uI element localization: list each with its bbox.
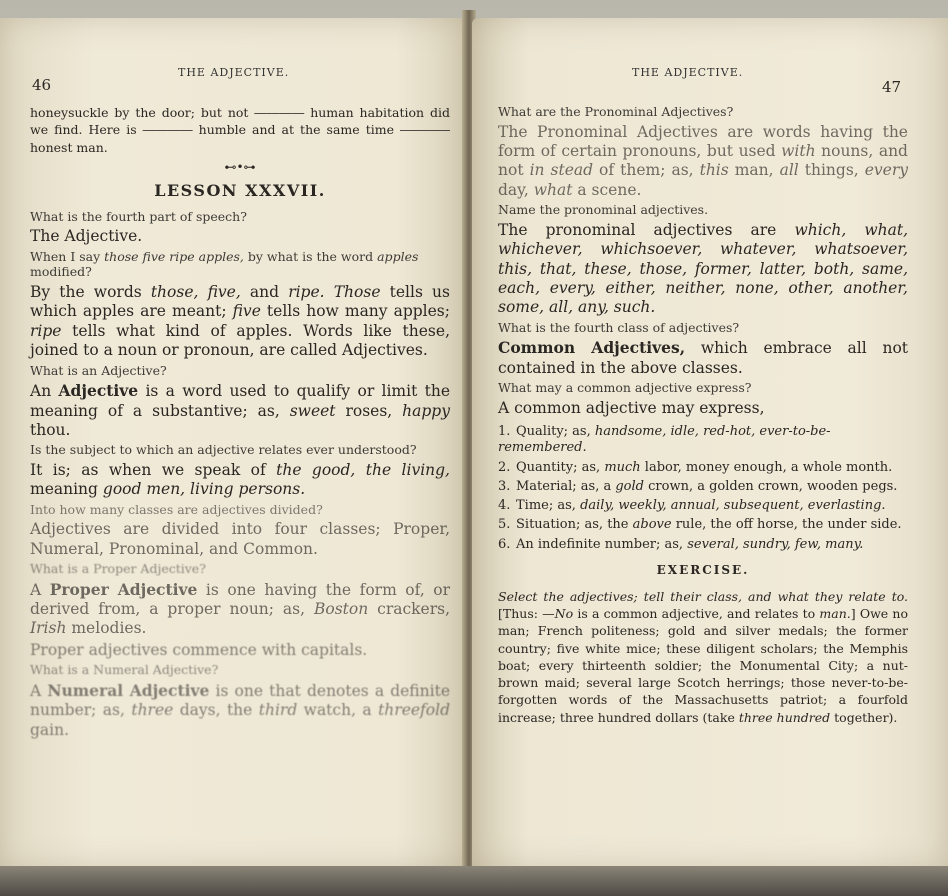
a3-bold: Adjective: [58, 381, 139, 401]
list-item-number: 2.: [498, 459, 511, 475]
a3-pre: An: [30, 382, 59, 401]
a6-i2: Irish: [30, 619, 67, 638]
a2-i3: Those: [333, 283, 381, 301]
list-item-rest: labor, money enough, a whole month.: [640, 459, 893, 475]
question-classes: Into how many classes are adjectives divided?: [30, 501, 323, 517]
ex-bracket-pre: [Thus: —: [498, 606, 555, 621]
proper-capitals-note: Proper adjectives commence with capitals.: [30, 640, 368, 659]
ex-no: No: [554, 606, 574, 621]
a2-mid2: [325, 283, 334, 301]
r-a1-mid1: nouns, and not: [498, 142, 908, 180]
express-list: [498, 424, 908, 553]
left-running-head: THE ADJECTIVE.: [178, 66, 290, 79]
r-a1-i1: with: [781, 142, 816, 160]
r-a1-mid2: of them; as,: [593, 161, 700, 180]
express-list-item: [498, 424, 908, 457]
r-a3-post: which embrace all not contained in the above classes.: [498, 339, 908, 377]
answer-common-express: A common adjective may express,: [498, 398, 765, 417]
r-a1-mid5: day,: [498, 180, 534, 199]
a6-mid: is one having the form of, or derived from, a proper noun; as,: [30, 580, 451, 618]
a2-post: tells what kind of apples. Words like these, joined to a noun or pronoun, are called Adjectives.: [30, 321, 450, 360]
lesson-title: LESSON XXXVII.: [154, 180, 326, 200]
r-a1-post: a scene.: [572, 180, 642, 199]
continued-text: honeysuckle by the door; but not ―――― human habitation did we find. Here is ―――― humble and at the same time ―――― honest man.: [30, 105, 450, 155]
a2-i5: ripe: [30, 321, 62, 340]
right-page: [472, 18, 948, 868]
express-list-item: [498, 460, 908, 476]
a6-mid2: crackers,: [368, 600, 451, 618]
right-page-number: 47: [882, 78, 902, 96]
a3-mid: is a word used to qualify or limit the meaning of a substantive; as,: [30, 382, 451, 420]
a7-i2: third: [258, 701, 298, 720]
r-a1-mid4: things,: [798, 161, 865, 180]
a2-pre: By the words: [30, 283, 151, 301]
r-a1-mid3: man,: [728, 161, 780, 180]
answer-fourth-part: The Adjective.: [30, 227, 143, 246]
q2-italic: those five ripe apples,: [104, 248, 244, 264]
answer-classes: Adjectives are divided into four classes; Proper, Numeral, Pronominal, and Common.: [30, 520, 450, 558]
a7-mid: is one that denotes a definite number; as,: [30, 681, 450, 720]
ornament-divider: ⊷•⊶: [224, 159, 256, 174]
exercise-body: [498, 588, 908, 726]
question-numeral: What is a Numeral Adjective?: [30, 662, 219, 678]
express-list-item: [498, 517, 908, 533]
list-item-number: 5.: [498, 517, 511, 533]
a3-post: thou.: [30, 420, 71, 439]
list-item-example: gold: [615, 478, 644, 494]
q2-mid: by what is the word: [243, 248, 378, 264]
answer-name-pronominal: [498, 221, 908, 318]
ex-three: three hundred: [738, 709, 831, 725]
answer-proper: [30, 580, 450, 639]
r-a1-i5: every: [864, 161, 909, 180]
right-page-body: [498, 102, 908, 726]
answer-understood: [30, 461, 450, 500]
list-item-example: above: [632, 517, 672, 533]
ex-end: together).: [830, 709, 898, 725]
r-a1-i6: what: [533, 180, 573, 199]
a7-pre: A: [30, 681, 48, 700]
q2-pre: When I say: [30, 248, 105, 264]
answer-fourth-class: [498, 338, 908, 378]
list-item-example: daily, weekly, annual, subsequent, everlasting.: [580, 498, 886, 513]
a6-i1: Boston: [313, 600, 369, 618]
ex-bracket-post: ]: [850, 606, 856, 621]
question-proper: What is a Proper Adjective?: [30, 561, 206, 576]
a2-i4: five: [232, 302, 261, 321]
question-fourth-class: What is the fourth class of adjectives?: [498, 319, 740, 335]
list-item-rest: rule, the off horse, the under side.: [671, 517, 902, 533]
answer-pronominal: [498, 123, 908, 201]
r-a1-i2: in stead: [529, 161, 594, 180]
list-item-example: several, sundry, few, many.: [687, 536, 864, 552]
a4-pre: It is; as when we speak of: [30, 460, 277, 479]
express-list-item: [498, 479, 908, 495]
answer-modified: [30, 283, 450, 361]
r-a1-i4: all: [779, 161, 799, 180]
book-bottom-edge: [0, 866, 948, 896]
list-item-text: Situation; as, the: [516, 517, 633, 533]
r-a3-bold: Common Adjectives,: [498, 338, 686, 358]
question-name-pronominal: Name the pronominal adjectives.: [498, 202, 709, 218]
r-a2-italic: which, what, whichever, whichsoever, whatever, whatsoever, this, that, these, those, former, latter, both, same, each, every, either, neither, none, other, another, some, all, any, such.: [498, 220, 909, 317]
a4-i1: the good, the living,: [276, 460, 450, 479]
a2-mid3: tells us which apples are meant;: [30, 283, 450, 321]
ex-body: Owe no man; French politeness; gold and silver medals; the former country; five white mice; these diligent scholars; the Memphis boat; every thirteenth soldier; the Monumental City; a nut-brown maid; several large Scotch herrings; those never-to-be-forgotten words of the Massachusetts patriot; a fourfold increase; three hundred dollars (take: [498, 606, 908, 725]
a6-pre: A: [30, 580, 50, 599]
right-running-head: THE ADJECTIVE.: [632, 66, 744, 79]
list-item-example: handsome, idle, red-hot, ever-to-be-remembered.: [498, 424, 831, 456]
r-a2-pre: The pronominal adjectives are: [498, 220, 795, 239]
a2-i2: ripe.: [288, 283, 325, 301]
exercise-instructions: Select the adjectives; tell their class, and what they relate to.: [498, 588, 908, 604]
a3-i2: happy: [402, 401, 450, 420]
a7-i3: threefold: [378, 701, 450, 720]
question-modified: [30, 249, 450, 280]
a7-mid2: days, the: [173, 701, 259, 720]
a6-bold: Proper Adjective: [49, 579, 198, 599]
a4-mid: meaning: [30, 480, 103, 499]
list-item-text: Time; as,: [516, 498, 581, 513]
left-page-body: [30, 104, 450, 742]
a7-post: gain.: [30, 720, 70, 739]
list-item-text: Quantity; as,: [516, 459, 605, 475]
question-common-express: What may a common adjective express?: [498, 380, 752, 395]
left-page-number: 46: [32, 76, 52, 94]
r-a1-pre: The Pronominal Adjectives are words having the form of certain pronouns, but used: [498, 122, 908, 160]
a7-i1: three: [131, 701, 174, 720]
a2-mid4: tells how many apples;: [260, 302, 450, 321]
question-understood: Is the subject to which an adjective relates ever understood?: [30, 442, 417, 458]
a2-mid1: and: [240, 283, 289, 301]
question-pronominal: What are the Pronominal Adjectives?: [498, 104, 734, 119]
list-item-text: Quality; as,: [516, 424, 595, 439]
list-item-number: 4.: [498, 498, 511, 513]
list-item-example: much: [604, 459, 641, 475]
a6-post: melodies.: [66, 619, 147, 638]
a2-i1: those, five,: [150, 283, 241, 301]
question-what-adjective: What is an Adjective?: [30, 362, 167, 378]
ex-bracket-mid: is a common adjective, and relates to: [573, 606, 820, 621]
q2-italic2: apples: [377, 248, 419, 264]
list-item-rest: crown, a golden crown, wooden pegs.: [643, 478, 898, 494]
answer-what-adjective: [30, 381, 450, 440]
ex-man: man.: [819, 606, 851, 621]
question-fourth-part: What is the fourth part of speech?: [30, 208, 247, 224]
left-page: [0, 18, 466, 868]
list-item-text: Material; as, a: [516, 478, 616, 494]
a7-mid3: watch, a: [297, 701, 379, 720]
express-list-item: [498, 537, 908, 553]
a7-bold: Numeral Adjective: [47, 680, 210, 700]
a3-mid2: roses,: [335, 401, 403, 420]
list-item-number: 3.: [498, 478, 511, 494]
a4-i2: good men, living persons.: [102, 480, 306, 499]
list-item-number: 6.: [498, 536, 511, 552]
list-item-text: An indefinite number; as,: [516, 536, 688, 552]
list-item-number: 1.: [498, 424, 511, 439]
exercise-title: EXERCISE.: [656, 562, 750, 577]
answer-numeral: [30, 681, 450, 740]
r-a1-i3: this: [699, 161, 729, 180]
q2-post: modified?: [30, 264, 92, 280]
express-list-item: [498, 498, 908, 514]
a3-i1: sweet: [289, 401, 336, 420]
